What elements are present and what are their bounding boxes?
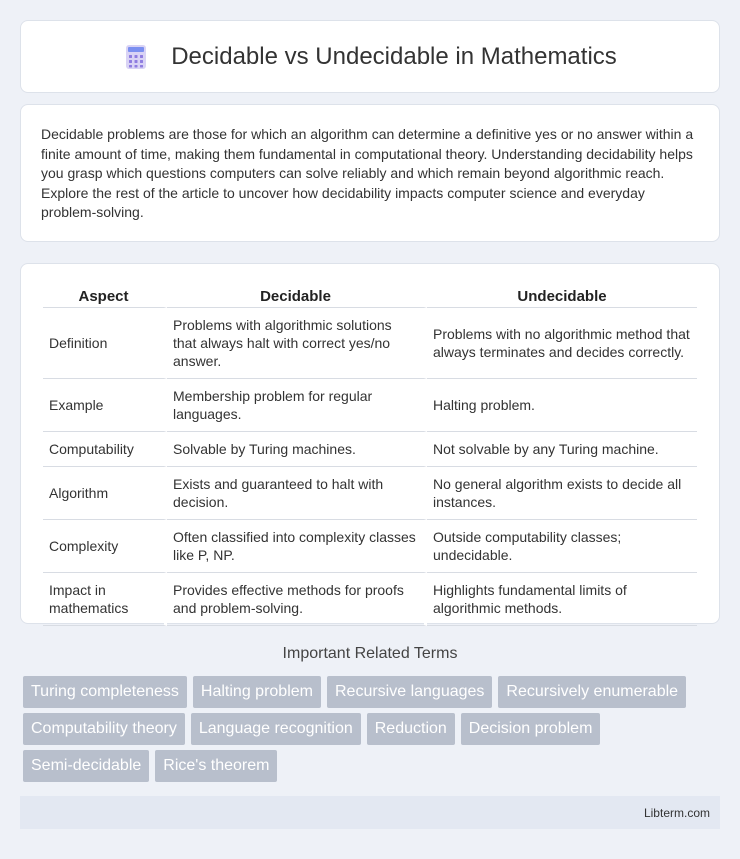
related-term-tag[interactable]: Rice's theorem	[155, 750, 277, 782]
calculator-icon	[123, 44, 149, 70]
table-cell: Problems with no algorithmic method that always terminates and decides correctly.	[427, 308, 697, 379]
intro-card	[20, 104, 720, 242]
intro-text: Decidable problems are those for which an algorithm can determine a definitive yes or no answer within a finite amount of time, making them fundamental in computational theory. Understanding decidability helps you grasp which questions computers can solve reliably and which remain beyond algorithmic reach. Explore the rest of the article to uncover how decidability impacts computer science and everyday problem-solving.	[41, 126, 694, 220]
table-cell: Computability	[43, 432, 167, 467]
footer-site-link[interactable]: Libterm.com	[643, 806, 710, 820]
related-term-tag[interactable]: Reduction	[367, 713, 455, 745]
table-cell: Example	[43, 379, 167, 432]
table-cell: Complexity	[43, 520, 167, 573]
related-term-tag[interactable]: Semi-decidable	[23, 750, 149, 782]
comparison-table	[43, 284, 697, 626]
table-cell: Solvable by Turing machines.	[167, 432, 427, 467]
table-header-row	[43, 284, 697, 308]
page-title: Decidable vs Undecidable in Mathematics	[171, 42, 617, 70]
related-terms-title: Important Related Terms	[282, 645, 458, 662]
table-cell: No general algorithm exists to decide all instances.	[427, 467, 697, 520]
footer	[20, 796, 720, 829]
title-card	[20, 20, 720, 93]
table-row	[43, 379, 697, 432]
table-cell: Not solvable by any Turing machine.	[427, 432, 697, 467]
table-cell: Impact in mathematics	[43, 573, 167, 626]
column-header: Undecidable	[427, 284, 697, 308]
table-cell: Membership problem for regular languages.	[167, 379, 427, 432]
related-term-tag[interactable]: Recursively enumerable	[498, 676, 686, 708]
related-terms-list	[23, 676, 713, 782]
column-header: Aspect	[43, 284, 167, 308]
table-cell: Often classified into complexity classes like P, NP.	[167, 520, 427, 573]
table-cell: Halting problem.	[427, 379, 697, 432]
table-cell: Outside computability classes; undecidable.	[427, 520, 697, 573]
related-term-tag[interactable]: Decision problem	[461, 713, 601, 745]
table-cell: Highlights fundamental limits of algorithmic methods.	[427, 573, 697, 626]
table-row	[43, 308, 697, 379]
table-row	[43, 432, 697, 467]
table-row	[43, 467, 697, 520]
comparison-table-card	[20, 263, 720, 624]
table-cell: Problems with algorithmic solutions that always halt with correct yes/no answer.	[167, 308, 427, 379]
table-row	[43, 520, 697, 573]
related-term-tag[interactable]: Turing completeness	[23, 676, 187, 708]
related-term-tag[interactable]: Language recognition	[191, 713, 361, 745]
table-row	[43, 573, 697, 626]
related-term-tag[interactable]: Computability theory	[23, 713, 185, 745]
table-cell: Exists and guaranteed to halt with decision.	[167, 467, 427, 520]
column-header: Decidable	[167, 284, 427, 308]
table-cell: Algorithm	[43, 467, 167, 520]
table-cell: Provides effective methods for proofs and problem-solving.	[167, 573, 427, 626]
table-cell: Definition	[43, 308, 167, 379]
related-term-tag[interactable]: Halting problem	[193, 676, 321, 708]
related-term-tag[interactable]: Recursive languages	[327, 676, 492, 708]
